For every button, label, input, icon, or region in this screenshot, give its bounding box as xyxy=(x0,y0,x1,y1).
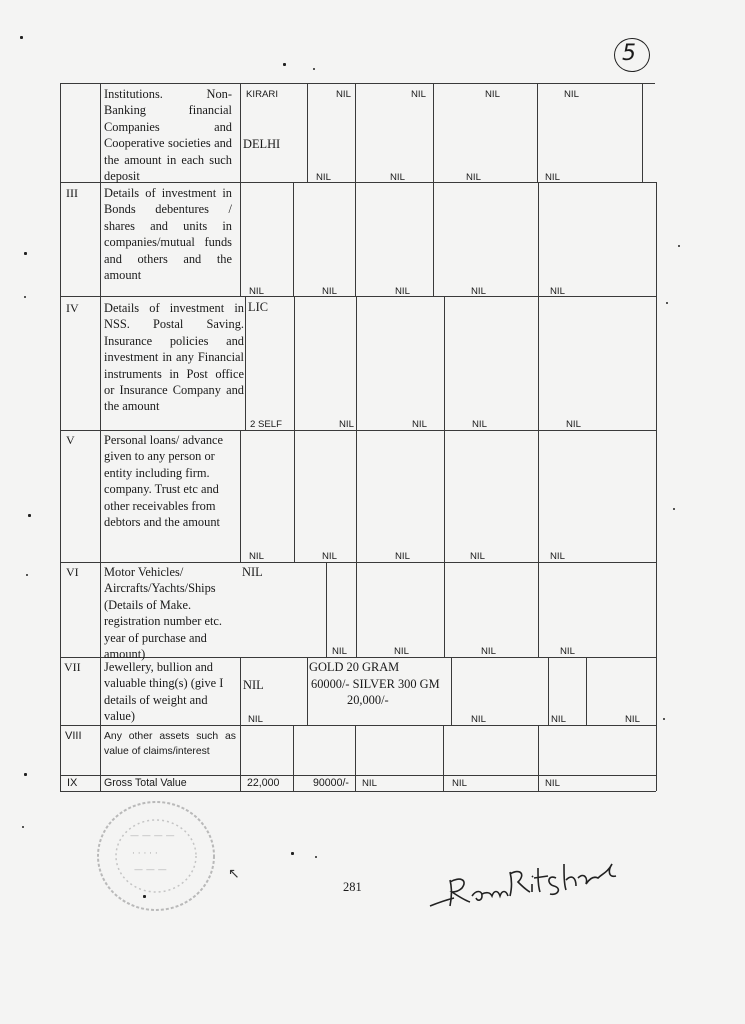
scan-speck xyxy=(24,773,27,776)
row-number: IV xyxy=(66,301,79,315)
row-description: Details of investment in NSS. Postal Saving. Insurance policies and investment in any Financial instruments in Post office or Insurance Company and the amount xyxy=(104,301,244,414)
cell-value: NIL xyxy=(471,714,486,725)
row-number: IX xyxy=(67,777,78,789)
cell-value: NIL xyxy=(248,714,263,725)
cell-value: NIL xyxy=(412,419,427,430)
scan-speck xyxy=(28,514,31,517)
cell-value: NIL xyxy=(550,551,565,562)
cell-value: NIL xyxy=(411,89,426,100)
scan-speck xyxy=(315,856,317,858)
cell-value: NIL xyxy=(550,286,565,297)
cell-value: NIL xyxy=(466,172,481,183)
scan-speck xyxy=(26,574,28,576)
cell-value: DELHI xyxy=(243,137,281,151)
cell-value: 90000/- xyxy=(313,777,349,789)
notary-stamp xyxy=(88,798,228,916)
cell-value: NIL xyxy=(395,551,410,562)
scan-speck xyxy=(313,68,315,70)
row-number: V xyxy=(66,433,75,447)
row-description: Any other assets such as value of claims/interest xyxy=(104,731,236,757)
svg-text:— — —: — — — xyxy=(134,865,167,875)
svg-text:— — — —: — — — — xyxy=(130,831,175,841)
cell-value: NIL xyxy=(394,646,409,657)
row-description: Institutions. Non-Banking financial Companies and Cooperative societies and the amount in each such deposit xyxy=(104,87,232,184)
row-number: VI xyxy=(66,565,79,579)
row-number: VIII xyxy=(65,730,82,742)
cell-value: NIL xyxy=(249,286,264,297)
scan-speck xyxy=(20,36,23,39)
row-number: III xyxy=(66,186,78,200)
cell-value: NIL xyxy=(322,551,337,562)
scan-speck xyxy=(663,718,665,720)
cell-value: NIL xyxy=(395,286,410,297)
page-number: 281 xyxy=(343,880,362,894)
svg-text:· · · · ·: · · · · · xyxy=(132,849,158,859)
cell-value: NIL xyxy=(481,646,496,657)
gross-total-value: 22,000 xyxy=(247,777,280,789)
gold-silver-line-2: 60000/- SILVER 300 GM xyxy=(311,677,440,691)
row-description: Gross Total Value xyxy=(104,777,187,789)
cell-value: NIL xyxy=(332,646,347,657)
scan-speck xyxy=(22,826,24,828)
scan-speck xyxy=(673,508,675,510)
cell-value: NIL xyxy=(390,172,405,183)
cell-value: NIL xyxy=(625,714,640,725)
cell-value: LIC xyxy=(248,300,268,314)
gold-silver-line-3: 20,000/- xyxy=(347,693,389,707)
cell-value: NIL xyxy=(452,778,467,789)
scan-speck xyxy=(666,302,668,304)
cell-value: NIL xyxy=(336,89,351,100)
scan-speck xyxy=(678,245,680,247)
row-description: Details of investment in Bonds debentures / shares and units in companies/mutual funds and others and the amount xyxy=(104,186,232,283)
scan-speck xyxy=(291,852,294,855)
cell-value: NIL xyxy=(316,172,331,183)
row-description: Personal loans/ advance given to any person or entity including firm. company. Trust etc and other receivables from debtors and the amount xyxy=(104,433,224,530)
cell-value: NIL xyxy=(362,778,377,789)
scan-speck xyxy=(24,252,27,255)
gold-silver-line-1: GOLD 20 GRAM xyxy=(309,660,400,674)
cell-value: NIL xyxy=(551,714,566,725)
cell-value: NIL xyxy=(545,172,560,183)
cell-value: NIL xyxy=(471,286,486,297)
cell-value: NIL xyxy=(339,419,354,430)
page-marker: 5 xyxy=(622,41,636,66)
cell-value: NIL xyxy=(470,551,485,562)
scan-speck xyxy=(24,296,26,298)
cell-value: NIL xyxy=(564,89,579,100)
cell-value: NIL xyxy=(472,419,487,430)
cell-value: NIL xyxy=(560,646,575,657)
row-number: VII xyxy=(64,660,81,674)
cell-value: NIL xyxy=(545,778,560,789)
cell-value: NIL xyxy=(485,89,500,100)
cell-value: KIRARI xyxy=(246,89,278,100)
scan-speck xyxy=(283,63,286,66)
cell-value: NIL xyxy=(249,551,264,562)
cell-value: NIL xyxy=(242,565,263,579)
cell-value: 2 SELF xyxy=(250,419,282,430)
row-description: Motor Vehicles/ Aircrafts/Yachts/Ships (Details of Make. registration number etc. year of purchase and amount) xyxy=(104,565,223,662)
cell-value: NIL xyxy=(566,419,581,430)
cell-value: NIL xyxy=(243,678,264,692)
cell-value: NIL xyxy=(322,286,337,297)
row-description: Jewellery, bullion and valuable thing(s) (give I details of weight and value) xyxy=(104,660,224,724)
arrow-mark: ↖ xyxy=(228,866,240,882)
signature xyxy=(428,834,628,914)
